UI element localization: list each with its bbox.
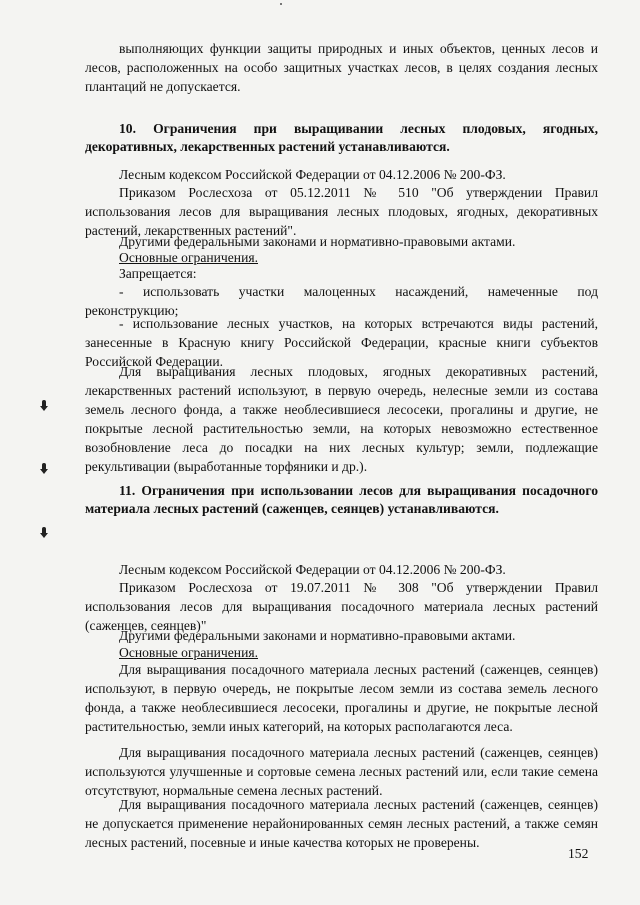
section-11-heading: 11. Ограничения при использовании лесов для выращивания посадочного материала лесных растений (саженцев, сеянцев) устанавливаются. [85,483,598,516]
section-11-paragraph-3: Для выращивания посадочного материала лесных растений (саженцев, сеянцев) не допускается применение нерайонированных семян лесных растений, а также семян лесных растений, посевные и иные качества которых не проверены. [85,797,598,850]
margin-mark-icon [42,527,46,535]
section-10-law: Лесным кодексом Российской Федерации от 04.12.2006 № 200-ФЗ. [119,167,506,182]
page-number: 152 [568,846,589,861]
section-10-heading: 10. Ограничения при выращивании лесных плодовых, ягодных, декоративных, лекарственных растений устанавливаются. [85,121,598,154]
section-11-main-limits: Основные ограничения. [119,645,259,660]
section-11-paragraph-2: Для выращивания посадочного материала лесных растений (саженцев, сеянцев) используются улучшенные и сортовые семена лесных растений или, если такие семена отсутствуют, нормальные семена лесных растений. [85,745,598,798]
scan-speck [280,3,282,5]
intro-paragraph: выполняющих функции защиты природных и иных объектов, ценных лесов и лесов, расположенных на особо защитных участках лесов, в целях создания лесных плантаций не допускается. [85,41,598,94]
section-10-item-1: - использовать участки малоценных насаждений, намеченные под реконструкцию; [85,284,598,318]
margin-mark-icon [42,463,46,471]
section-11-paragraph-1: Для выращивания посадочного материала лесных растений (саженцев, сеянцев) используют, в первую очередь, не покрытые лесом земли из состава земель лесного фонда, а также необлесившиеся лесосеки, прогалины и другие, не покрытые лесной растительностью, земли иных категорий, на которых располагаются леса. [85,662,598,734]
section-11-law: Лесным кодексом Российской Федерации от 04.12.2006 № 200-ФЗ. [119,562,506,577]
section-11-order: Приказом Рослесхоза от 19.07.2011 № 308 "Об утверждении Правил использования лесов для выращивания посадочного материала лесных растений (саженцев, сеянцев)" [85,580,598,633]
section-10-main-limits: Основные ограничения. [119,250,259,265]
section-10-other-acts: Другими федеральными законами и нормативно-правовыми актами. [119,234,516,249]
section-10-item-2: - использование лесных участков, на которых встречаются виды растений, занесенные в Красную книгу Российской Федерации, красные книги субъектов Российской Федерации. [85,316,598,369]
section-11-other-acts: Другими федеральными законами и нормативно-правовыми актами. [119,628,516,643]
section-10-order: Приказом Рослесхоза от 05.12.2011 № 510 "Об утверждении Правил использования лесов для выращивания лесных плодовых, ягодных, декоративных растений, лекарственных растений". [85,185,598,238]
section-10-usage: Для выращивания лесных плодовых, ягодных декоративных растений, лекарственных растений используют, в первую очередь, нелесные земли из состава земель лесного фонда, а также необлесившиеся лесосеки, прогалины и другие, не покрытые лесной растительностью земли, на которых невозможно естественное возобновление леса до посадки на них лесных культур; земли, подлежащие рекультивации (выработанные торфяники и др.). [85,364,598,474]
margin-mark-icon [42,400,46,408]
section-10-prohibited: Запрещается: [119,266,197,281]
